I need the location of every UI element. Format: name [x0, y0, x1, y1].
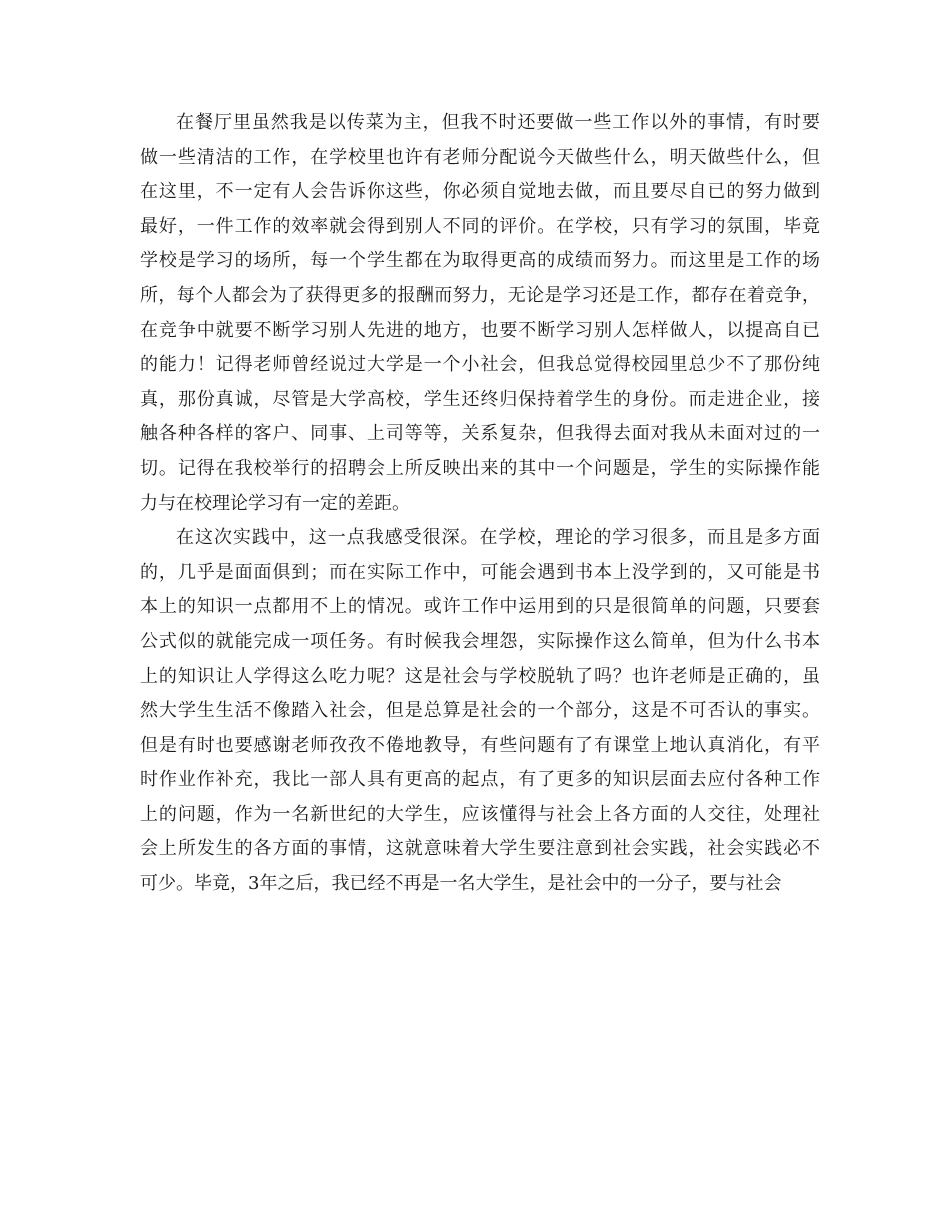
text-line: 所，每个人都会为了获得更多的报酬而努力，无论是学习还是工作，都存在着竞争， [140, 284, 820, 306]
text-line: 上的问题，作为一名新世纪的大学生，应该懂得与社会上各方面的人交往，处理社 [140, 803, 820, 825]
paragraph-1 [140, 106, 820, 521]
text-line: 的，几乎是面面俱到；而在实际工作中，可能会遇到书本上没学到的，又可能是书 [140, 561, 820, 583]
text-line: 可少。毕竟，3年之后，我已经不再是一名大学生，是社会中的一分子，要与社会 [140, 873, 782, 895]
text-line: 在竞争中就要不断学习别人先进的地方，也要不断学习别人怎样做人，以提高自已 [140, 319, 820, 341]
document-body [140, 106, 820, 902]
text-line: 力与在校理论学习有一定的差距。 [140, 492, 410, 514]
text-line: 本上的知识一点都用不上的情况。或许工作中运用到的只是很简单的问题，只要套 [140, 596, 820, 618]
text-line: 在这里，不一定有人会告诉你这些，你必须自觉地去做，而且要尽自已的努力做到 [140, 181, 820, 203]
text-line: 但是有时也要感谢老师孜孜不倦地教导，有些问题有了有课堂上地认真消化，有平 [140, 734, 820, 756]
text-line: 会上所发生的各方面的事情，这就意味着大学生要注意到社会实践，社会实践必不 [140, 838, 820, 860]
text-line: 在这次实践中，这一点我感受很深。在学校，理论的学习很多，而且是多方面 [176, 527, 820, 549]
text-line: 触各种各样的客户、同事、上司等等，关系复杂，但我得去面对我从未面对过的一 [140, 423, 820, 445]
text-line: 然大学生生活不像踏入社会，但是总算是社会的一个部分，这是不可否认的事实。 [140, 700, 820, 722]
text-line: 切。记得在我校举行的招聘会上所反映出来的其中一个问题是，学生的实际操作能 [140, 457, 820, 479]
text-line: 时作业作补充，我比一部人具有更高的起点，有了更多的知识层面去应付各种工作 [140, 769, 820, 791]
text-line: 学校是学习的场所，每一个学生都在为取得更高的成绩而努力。而这里是工作的场 [140, 250, 820, 272]
text-line: 在餐厅里虽然我是以传菜为主，但我不时还要做一些工作以外的事情，有时要 [176, 112, 820, 133]
text-line: 公式似的就能完成一项任务。有时候我会埋怨，实际操作这么简单，但为什么书本 [140, 630, 820, 652]
text-line: 做一些清洁的工作，在学校里也许有老师分配说今天做些什么，明天做些什么，但 [140, 146, 820, 168]
text-line: 真，那份真诚，尽管是大学高校，学生还终归保持着学生的身份。而走进企业，接 [140, 388, 820, 410]
text-line: 的能力！记得老师曾经说过大学是一个小社会，但我总觉得校园里总少不了那份纯 [140, 354, 820, 376]
paragraph-2 [140, 521, 820, 902]
text-line: 最好，一件工作的效率就会得到别人不同的评价。在学校，只有学习的氛围，毕竟 [140, 215, 820, 237]
text-line: 上的知识让人学得这么吃力呢？这是社会与学校脱轨了吗？也许老师是正确的，虽 [140, 665, 820, 687]
